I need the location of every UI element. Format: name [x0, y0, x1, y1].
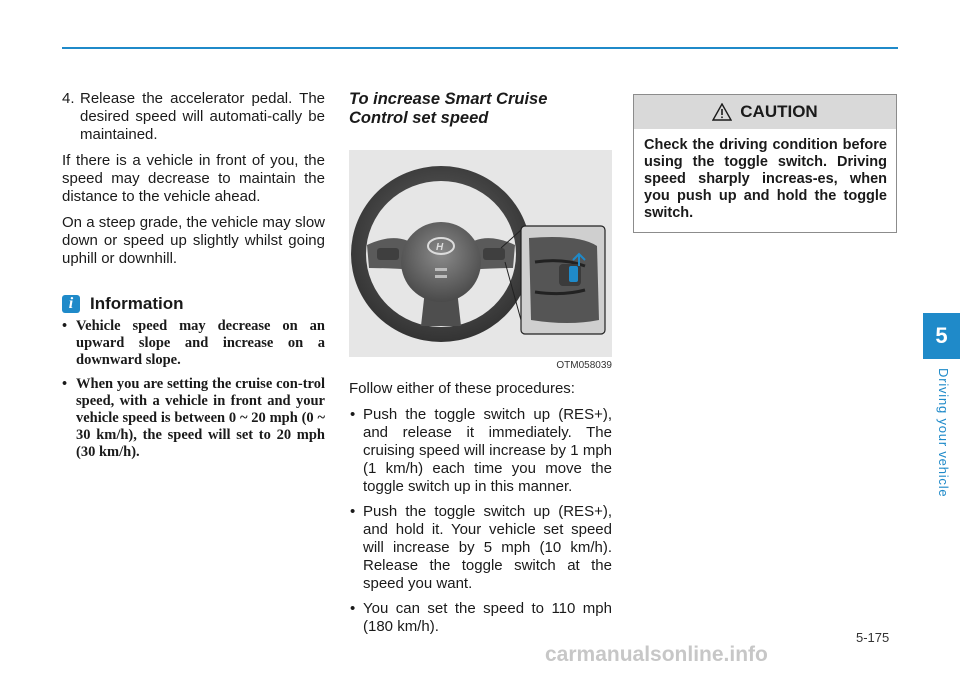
page-number: 5-175: [856, 630, 890, 645]
section-heading: To increase Smart Cruise Control set speed: [349, 90, 548, 127]
information-item: • Vehicle speed may decrease on an upward slope and increase on a downward slope.: [62, 318, 325, 369]
caution-header: [634, 95, 896, 129]
caution-text: Check the driving condition before using the toggle switch. Driving speed sharply increas-es, when you push up and hold the toggle switch.: [644, 137, 887, 221]
caution-box: [633, 94, 897, 233]
procedure-item: • You can set the speed to 110 mph (180 km/h).: [349, 600, 612, 636]
paragraph-steep-grade: On a steep grade, the vehicle may slow down or speed up slightly whilst going uphill or downhill.: [62, 214, 325, 267]
left-column: [62, 90, 325, 468]
watermark: carmanualsonline.info: [545, 643, 768, 666]
step-4: [62, 90, 325, 144]
procedure-list: [349, 406, 612, 636]
top-rule: [62, 47, 898, 49]
information-icon: i: [62, 295, 80, 313]
paragraph-vehicle-in-front: If there is a vehicle in front of you, the speed may decrease to maintain the distance to the vehicle ahead.: [62, 152, 325, 205]
chapter-title: Driving your vehicle: [936, 368, 951, 498]
warning-triangle-icon: [712, 103, 732, 121]
information-header: [62, 294, 325, 314]
information-title: Information: [90, 294, 184, 313]
figure-code: OTM058039: [556, 360, 612, 371]
step-number: 4.: [62, 90, 75, 107]
middle-column: [349, 90, 612, 643]
svg-text:H: H: [436, 242, 444, 253]
information-list: [62, 318, 325, 461]
procedure-item: • Push the toggle switch up (RES+), and hold it. Your vehicle set speed will increase by 5 mph (10 km/h). Release the toggle switch at the speed you want.: [349, 503, 612, 593]
caution-title: CAUTION: [740, 102, 818, 121]
information-item: • When you are setting the cruise con-trol speed, with a vehicle in front and your vehicle speed is between 0 ~ 20 mph (0 ~ 30 km/h), the speed will set to 20 mph (30 km/h).: [62, 376, 325, 461]
chapter-tab: 5: [923, 313, 960, 359]
procedure-item: • Push the toggle switch up (RES+), and release it immediately. The cruising speed will increase by 1 mph (1 km/h) each time you move the toggle switch up in this manner.: [349, 406, 612, 496]
steering-wheel-illustration: [349, 150, 612, 357]
step-text: Release the accelerator pedal. The desired speed will automati-cally be maintained.: [80, 90, 325, 143]
steering-wheel-figure: [349, 150, 612, 357]
procedures-intro: Follow either of these procedures:: [349, 380, 575, 397]
